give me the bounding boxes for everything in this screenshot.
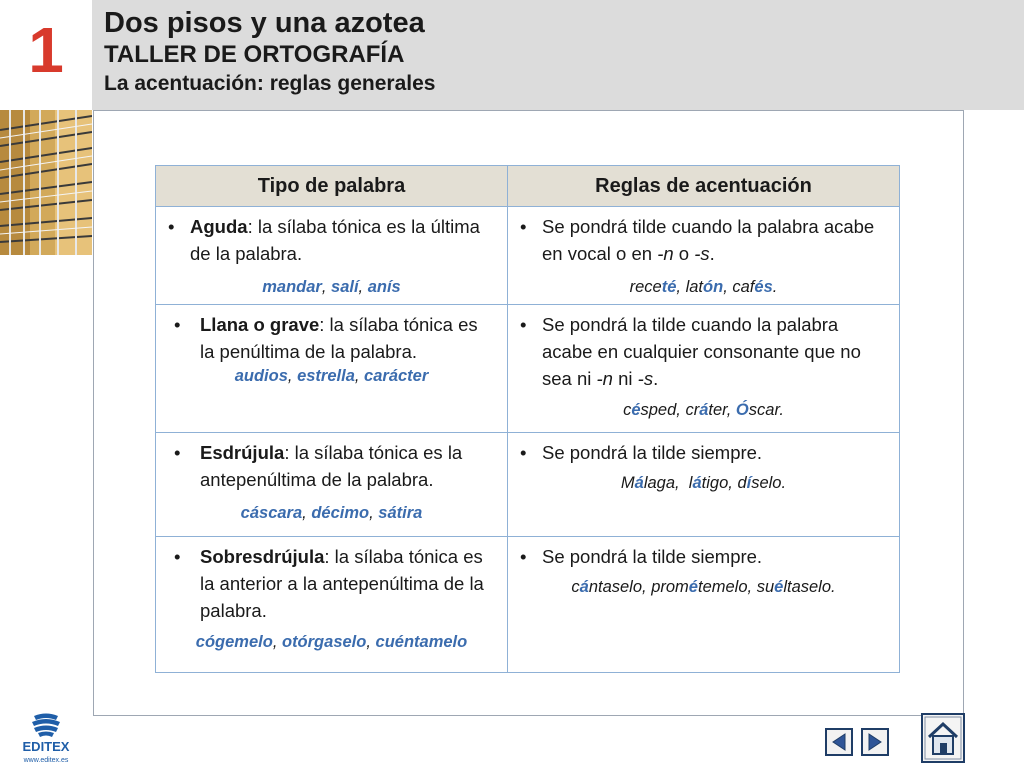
rule-examples: cántaselo, prométemelo, suéltaselo.	[571, 578, 836, 596]
word-type-cell	[156, 537, 508, 673]
prev-button[interactable]	[825, 728, 853, 756]
arrow-right-icon	[861, 728, 889, 756]
table-row	[156, 433, 900, 537]
table-row	[156, 305, 900, 433]
logo-wordmark: EDITEX	[22, 739, 70, 754]
page-title: Dos pisos y una azotea	[104, 7, 425, 39]
unit-badge	[0, 0, 92, 110]
word-type-name: Esdrújula	[200, 442, 285, 463]
word-type-name: Llana o grave	[200, 314, 320, 335]
bullet: •	[520, 442, 527, 463]
bullet: •	[174, 442, 181, 463]
rule-text: Se pondrá la tilde siempre.	[542, 442, 763, 463]
unit-number: 1	[28, 14, 64, 86]
rule-examples: receté, latón, cafés.	[629, 278, 778, 296]
accentuation-table	[155, 165, 900, 673]
home-button[interactable]	[921, 713, 965, 763]
bullet: •	[168, 216, 175, 237]
header-titles	[104, 6, 435, 98]
rule-cell	[508, 433, 900, 537]
home-icon	[921, 713, 965, 763]
table-row	[156, 537, 900, 673]
word-examples: cógemelo, otórgaselo, cuéntamelo	[195, 633, 468, 651]
word-examples: audios, estrella, carácter	[234, 367, 429, 385]
rule-cell	[508, 537, 900, 673]
logo-url: www.editex.es	[23, 757, 69, 764]
section-title: La acentuación: reglas generales	[104, 72, 436, 95]
bullet: •	[520, 314, 527, 335]
bullet: •	[174, 546, 181, 567]
rule-text: Se pondrá tilde cuando la palabra acabe en vocal o en -n o -s.	[542, 216, 875, 264]
word-type-cell	[156, 207, 508, 305]
word-type-cell	[156, 433, 508, 537]
table-row	[156, 207, 900, 305]
arrow-left-icon	[825, 728, 853, 756]
rule-text: Se pondrá la tilde siempre.	[542, 546, 763, 567]
word-examples: mandar, salí, anís	[262, 278, 401, 296]
rule-cell	[508, 305, 900, 433]
word-examples: cáscara, décimo, sátira	[240, 504, 423, 522]
column-header-word-type: Tipo de palabra	[156, 166, 508, 207]
rule-examples: césped, cráter, Óscar.	[623, 401, 784, 419]
rule-examples: Málaga, látigo, díselo.	[620, 474, 787, 492]
editex-logo	[14, 712, 78, 764]
column-header-rules: Reglas de acentuación	[508, 166, 900, 207]
word-type-cell	[156, 305, 508, 433]
page-subtitle: TALLER DE ORTOGRAFÍA	[104, 41, 405, 68]
rule-text: Se pondrá la tilde cuando la palabra acabe en cualquier consonante que no sea ni -n ni -s.	[542, 314, 861, 389]
bullet: •	[520, 546, 527, 567]
bullet: •	[174, 314, 181, 335]
staircase-photo	[0, 110, 92, 255]
next-button[interactable]	[861, 728, 889, 756]
bullet: •	[520, 216, 527, 237]
word-type-description: : la sílaba tónica es la anterior a la antepenúltima de la palabra.	[200, 546, 484, 621]
table-header-row	[156, 166, 900, 207]
word-type-description: : la sílaba tónica es la antepenúltima de la palabra.	[200, 442, 463, 490]
word-type-name: Aguda	[190, 216, 248, 237]
word-type-description: : la sílaba tónica es la última de la palabra.	[190, 216, 480, 264]
word-type-name: Sobresdrújula	[200, 546, 325, 567]
word-type-description: : la sílaba tónica es la penúltima de la palabra.	[200, 314, 478, 362]
rule-cell	[508, 207, 900, 305]
